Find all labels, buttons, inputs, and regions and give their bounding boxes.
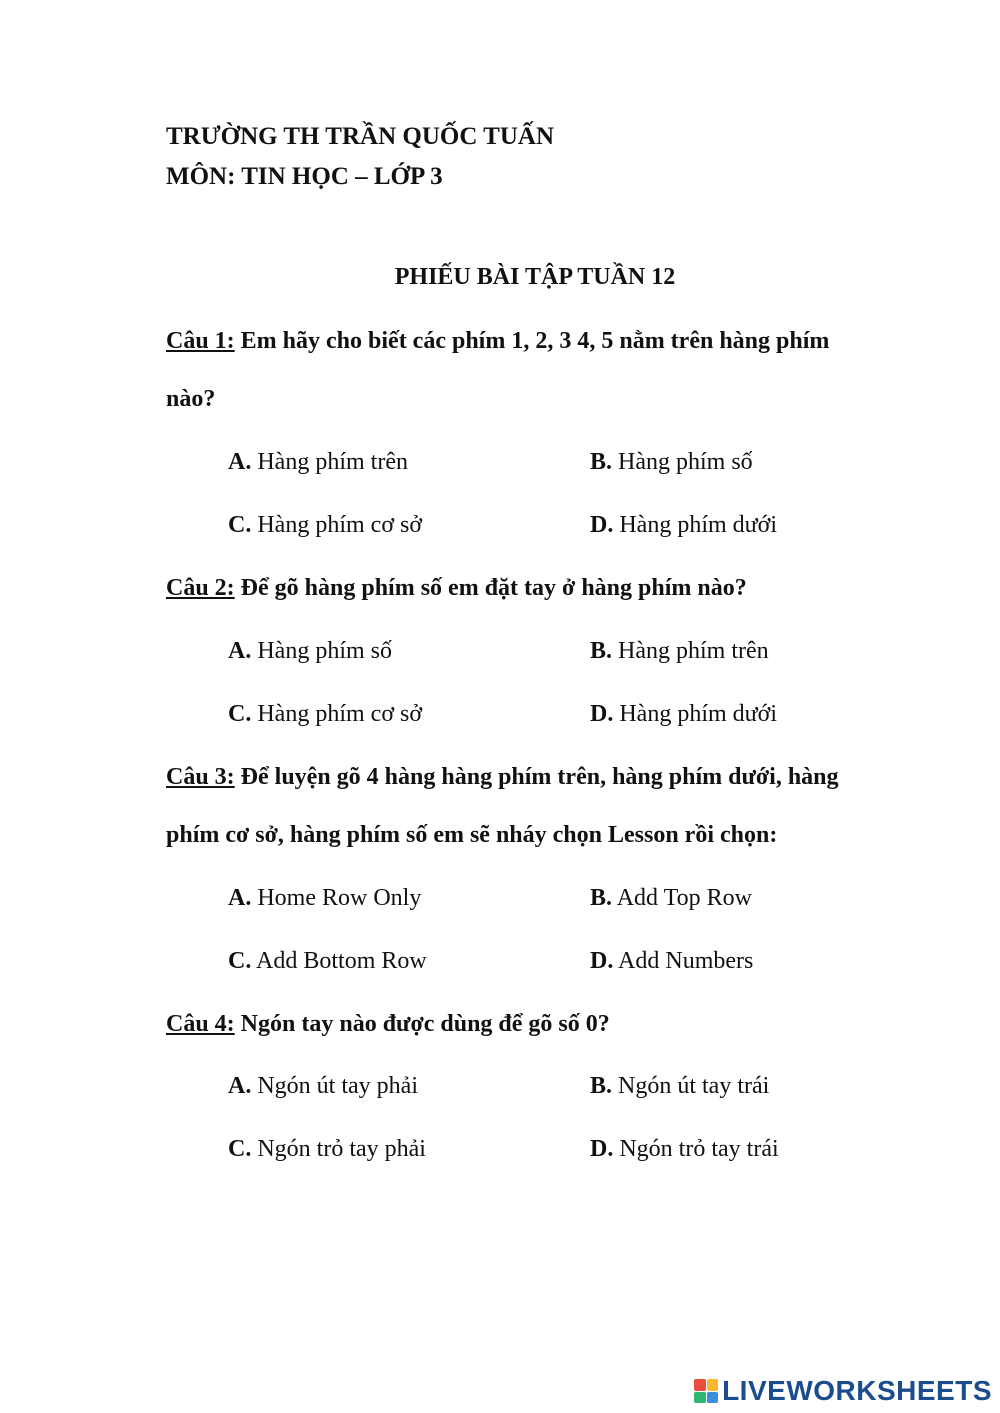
logo-square-1 <box>694 1379 706 1391</box>
option-letter: D. <box>590 512 614 538</box>
option-letter: A. <box>228 638 252 664</box>
question-text: Để luyện gõ 4 hàng hàng phím trên, hàng phím dưới, hàng <box>240 764 839 790</box>
option-text: Hàng phím số <box>257 638 393 664</box>
question-3-option-a[interactable] <box>228 885 421 912</box>
question-1 <box>166 328 829 355</box>
page-title: PHIẾU BÀI TẬP TUẦN 12 <box>394 264 676 290</box>
liveworksheets-logo <box>694 1375 992 1407</box>
question-4 <box>166 1011 610 1038</box>
option-letter: B. <box>590 885 613 911</box>
option-text: Ngón út tay trái <box>618 1073 770 1099</box>
option-letter: D. <box>590 948 614 974</box>
question-text: Em hãy cho biết các phím 1, 2, 3 4, 5 nằm trên hàng phím <box>240 328 830 354</box>
option-text: Home Row Only <box>257 885 422 911</box>
option-text: Ngón trỏ tay trái <box>619 1136 779 1162</box>
question-4-option-d[interactable] <box>590 1136 779 1163</box>
question-2-option-d[interactable] <box>590 701 777 728</box>
option-text: Add Numbers <box>618 948 754 974</box>
option-letter: C. <box>228 512 252 538</box>
question-3-option-d[interactable] <box>590 948 753 975</box>
question-1-option-c[interactable] <box>228 512 422 539</box>
question-2-option-c[interactable] <box>228 701 422 728</box>
option-text: Hàng phím dưới <box>619 701 778 727</box>
option-text: Hàng phím cơ sở <box>257 701 423 727</box>
option-letter: C. <box>228 1136 252 1162</box>
option-text: Hàng phím cơ sở <box>257 512 423 538</box>
option-text: Hàng phím trên <box>618 638 769 664</box>
logo-text: LIVEWORKSHEETS <box>722 1375 992 1406</box>
option-text: Ngón út tay phải <box>257 1073 418 1099</box>
option-letter: C. <box>228 948 252 974</box>
option-text: Add Bottom Row <box>256 948 427 974</box>
question-label: Câu 3: <box>166 764 235 790</box>
question-3 <box>166 764 839 791</box>
option-letter: B. <box>590 638 613 664</box>
option-text: Hàng phím trên <box>257 449 408 475</box>
question-4-option-a[interactable] <box>228 1073 418 1100</box>
liveworksheets-logo-icon <box>694 1379 718 1403</box>
option-letter: A. <box>228 885 252 911</box>
option-letter: D. <box>590 701 614 727</box>
option-letter: D. <box>590 1136 614 1162</box>
question-label: Câu 1: <box>166 328 235 354</box>
question-1-cont: nào? <box>166 386 216 412</box>
option-letter: C. <box>228 701 252 727</box>
option-letter: A. <box>228 449 252 475</box>
option-text: Hàng phím dưới <box>619 512 778 538</box>
option-text: Add Top Row <box>616 885 752 911</box>
question-1-option-d[interactable] <box>590 512 777 539</box>
question-text: Để gõ hàng phím số em đặt tay ở hàng phím nào? <box>240 575 747 601</box>
question-2-option-b[interactable] <box>590 638 769 665</box>
question-3-option-c[interactable] <box>228 948 427 975</box>
question-label: Câu 4: <box>166 1011 235 1037</box>
question-4-option-c[interactable] <box>228 1136 426 1163</box>
question-2 <box>166 575 747 602</box>
logo-square-2 <box>707 1379 719 1391</box>
question-label: Câu 2: <box>166 575 235 601</box>
question-4-option-b[interactable] <box>590 1073 769 1100</box>
option-letter: A. <box>228 1073 252 1099</box>
question-text: Ngón tay nào được dùng để gõ số 0? <box>240 1011 610 1037</box>
option-letter: B. <box>590 449 613 475</box>
question-2-option-a[interactable] <box>228 638 392 665</box>
question-1-option-a[interactable] <box>228 449 408 476</box>
question-3-option-b[interactable] <box>590 885 752 912</box>
logo-square-3 <box>694 1392 706 1404</box>
logo-square-4 <box>707 1392 719 1404</box>
option-letter: B. <box>590 1073 613 1099</box>
subject-line: MÔN: TIN HỌC – LỚP 3 <box>166 163 443 190</box>
option-text: Hàng phím số <box>618 449 753 475</box>
question-1-option-b[interactable] <box>590 449 753 476</box>
option-text: Ngón trỏ tay phải <box>257 1136 426 1162</box>
school-name: TRƯỜNG TH TRẦN QUỐC TUẤN <box>166 123 555 150</box>
question-3-cont: phím cơ sở, hàng phím số em sẽ nháy chọn Lesson rồi chọn: <box>166 822 778 848</box>
